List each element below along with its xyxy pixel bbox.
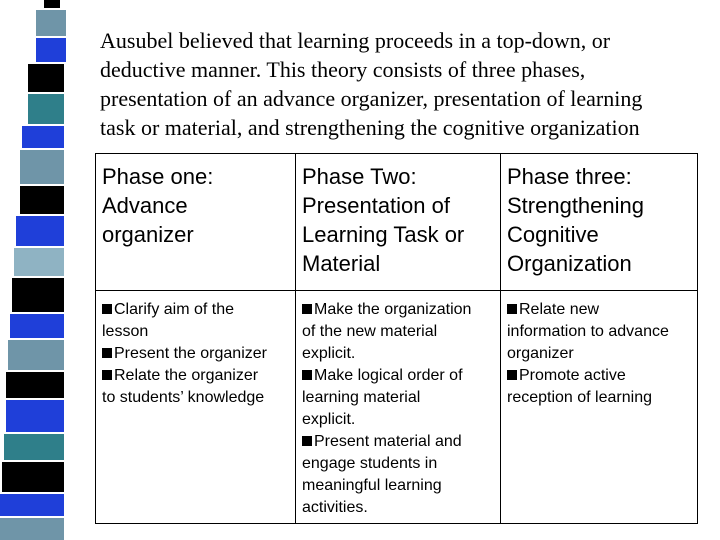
bullet-line: meaningful learning: [302, 477, 442, 494]
header-line: Material: [302, 251, 381, 276]
sidebar-block: [36, 38, 66, 62]
phases-table: [95, 153, 698, 524]
sidebar-block: [20, 150, 64, 184]
phase-three-header: [501, 154, 698, 291]
intro-paragraph: [100, 26, 710, 142]
intro-line: presentation of an advance organizer, presentation of learning: [100, 86, 643, 111]
header-line: Strengthening: [507, 193, 644, 218]
phases-body-row: [96, 291, 698, 524]
decorative-sidebar: [0, 0, 74, 540]
sidebar-block: [12, 278, 64, 312]
bullet-line: explicit.: [302, 411, 356, 428]
header-line: Cognitive: [507, 222, 599, 247]
sidebar-block: [8, 340, 64, 370]
phase-three-cell: [501, 291, 698, 524]
sidebar-block: [2, 462, 64, 492]
square-bullet-icon: [302, 304, 312, 314]
header-line: Presentation of: [302, 193, 450, 218]
sidebar-block: [0, 494, 64, 516]
square-bullet-icon: [302, 370, 312, 380]
bullet-line: Make the organization: [314, 301, 472, 318]
bullet-item: [102, 365, 289, 409]
sidebar-block: [22, 126, 64, 148]
square-bullet-icon: [302, 436, 312, 446]
square-bullet-icon: [102, 348, 112, 358]
bullet-line: activities.: [302, 499, 368, 516]
bullet-line: lesson: [102, 323, 149, 340]
bullet-line: Clarify aim of the: [114, 301, 235, 318]
bullet-line: reception of learning: [507, 389, 652, 406]
sidebar-block: [44, 0, 60, 8]
sidebar-block: [14, 248, 64, 276]
bullet-line: explicit.: [302, 345, 356, 362]
phase-one-cell: [96, 291, 296, 524]
bullet-line: Present material and: [314, 433, 462, 450]
header-line: organizer: [102, 222, 194, 247]
bullet-line: to students’ knowledge: [102, 389, 265, 406]
sidebar-block: [28, 94, 64, 124]
phase-one-header: [96, 154, 296, 291]
sidebar-block: [20, 186, 64, 214]
intro-line: deductive manner. This theory consists of three phases,: [100, 57, 586, 82]
square-bullet-icon: [507, 370, 517, 380]
sidebar-block: [16, 216, 64, 246]
bullet-item: [507, 299, 691, 365]
header-line: Phase three:: [507, 164, 632, 189]
header-line: Organization: [507, 251, 632, 276]
intro-line: task or material, and strengthening the cognitive organization: [100, 115, 640, 140]
bullet-item: [302, 365, 494, 431]
bullet-line: information to advance: [507, 323, 669, 340]
header-line: Learning Task or: [302, 222, 465, 247]
bullet-item: [102, 299, 289, 343]
intro-line: Ausubel believed that learning proceeds in a top-down, or: [100, 28, 611, 53]
square-bullet-icon: [102, 370, 112, 380]
sidebar-block: [6, 400, 64, 432]
phase-two-header: [296, 154, 501, 291]
sidebar-block: [36, 10, 66, 36]
sidebar-block: [0, 518, 64, 540]
square-bullet-icon: [102, 304, 112, 314]
phases-header-row: [96, 154, 698, 291]
sidebar-block: [10, 314, 64, 338]
bullet-line: Relate the organizer: [114, 367, 259, 384]
header-line: Advance: [102, 193, 188, 218]
bullet-line: Promote active: [519, 367, 626, 384]
sidebar-block: [4, 434, 64, 460]
header-line: Phase Two:: [302, 164, 417, 189]
bullet-item: [507, 365, 691, 409]
sidebar-block: [6, 372, 64, 398]
bullet-line: of the new material: [302, 323, 438, 340]
sidebar-block: [28, 64, 64, 92]
bullet-line: Present the organizer: [114, 345, 267, 362]
bullet-line: Make logical order of: [314, 367, 463, 384]
bullet-line: Relate new: [519, 301, 600, 318]
bullet-line: engage students in: [302, 455, 438, 472]
phase-two-cell: [296, 291, 501, 524]
bullet-item: [102, 343, 289, 365]
bullet-line: learning material: [302, 389, 421, 406]
header-line: Phase one:: [102, 164, 214, 189]
bullet-item: [302, 299, 494, 365]
bullet-item: [302, 431, 494, 519]
bullet-line: organizer: [507, 345, 574, 362]
square-bullet-icon: [507, 304, 517, 314]
